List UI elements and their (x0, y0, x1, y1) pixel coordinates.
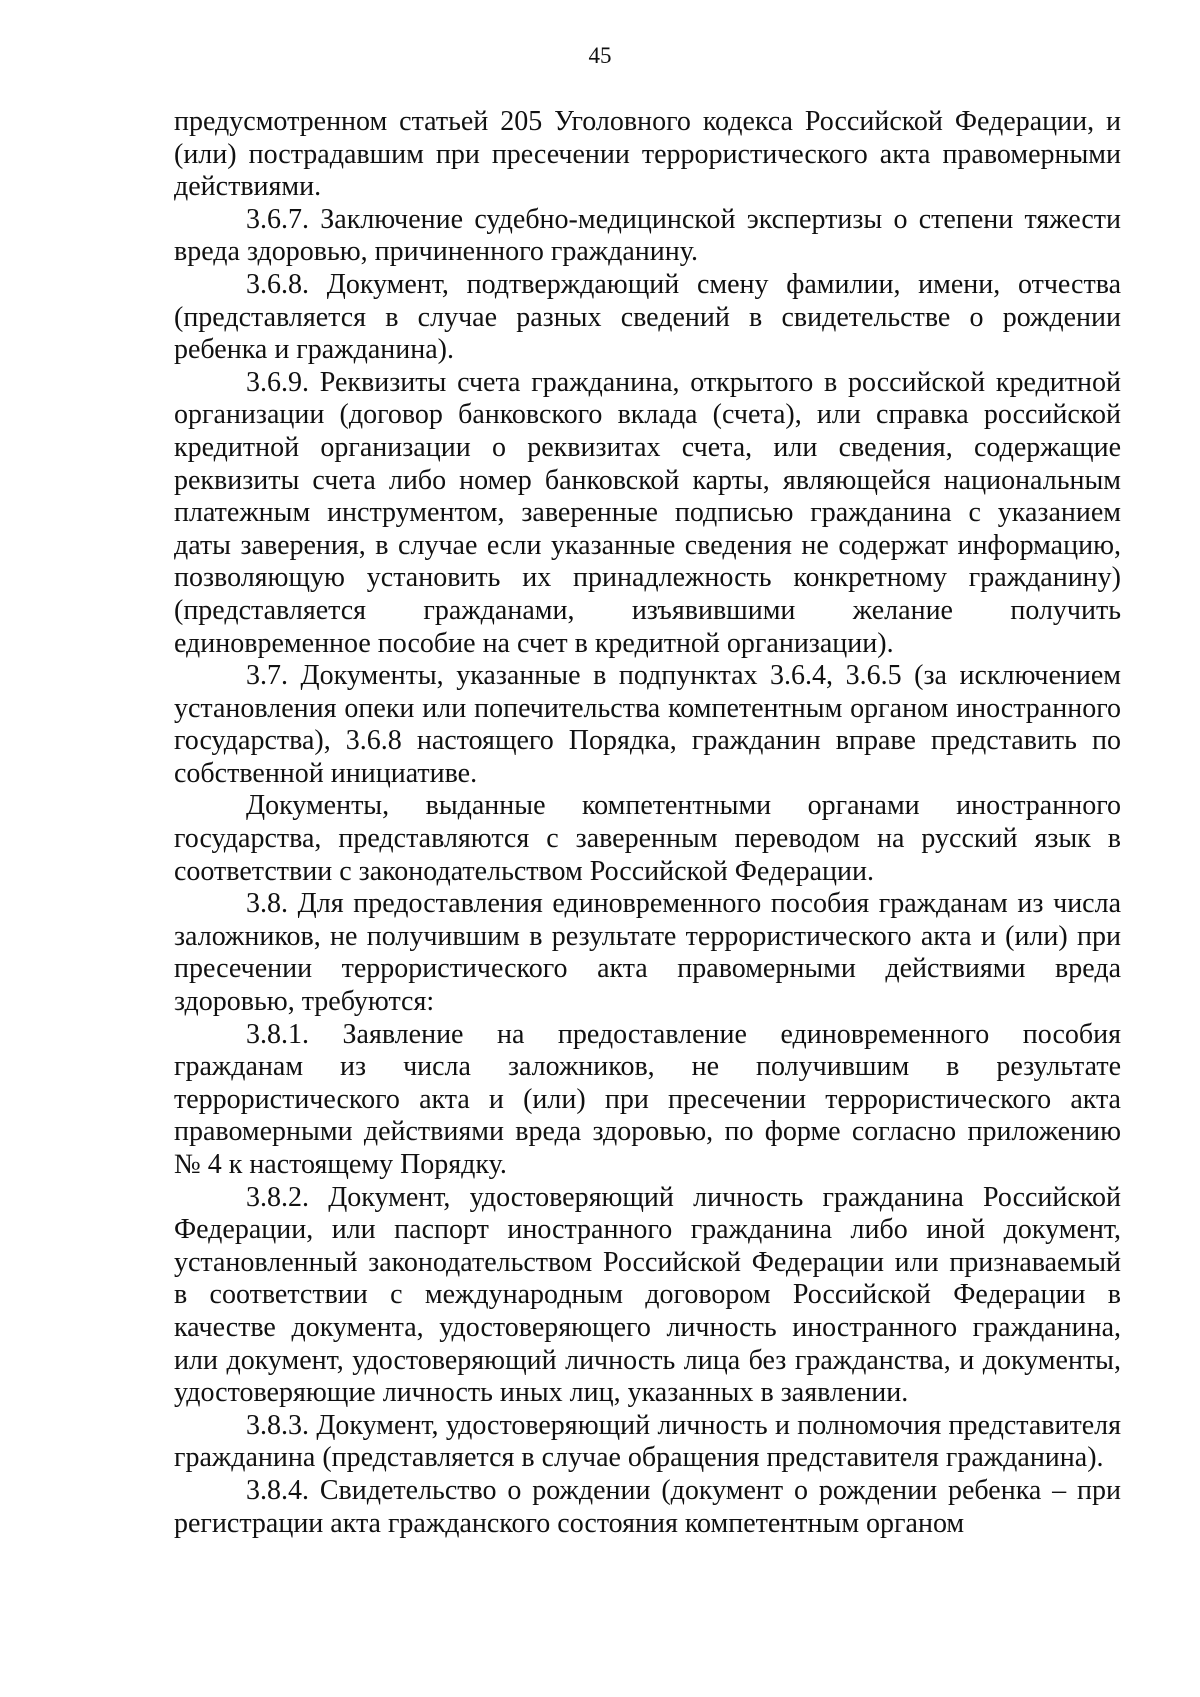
paragraph-3-8-1: 3.8.1. Заявление на предоставление единовременного пособия гражданам из числа заложников, не получившим в результате террористического акта и (или) при пресечении террористического акта правомерными действиями вреда здоровью, по форме согласно приложению № 4 к настоящему Порядку. (174, 1018, 1121, 1180)
document-body (174, 106, 1121, 1540)
page-number: 45 (588, 43, 612, 68)
paragraph-3-6-8: 3.6.8. Документ, подтверждающий смену фамилии, имени, отчества (представляется в случае разных сведений в свидетельстве о рождении ребенка и гражданина). (174, 268, 1121, 366)
paragraph-continuation: предусмотренном статьей 205 Уголовного кодекса Российской Федерации, и (или) пострадавшим при пресечении террористического акта правомерными действиями. (174, 106, 1121, 203)
paragraph-3-6-7: 3.6.7. Заключение судебно-медицинской экспертизы о степени тяжести вреда здоровью, причиненного гражданину. (174, 203, 1121, 268)
paragraph-3-8: 3.8. Для предоставления единовременного пособия гражданам из числа заложников, не получившим в результате террористического акта и (или) при пресечении террористического акта правомерными действиями вреда здоровью, требуются: (174, 888, 1121, 1018)
paragraph-3-8-2: 3.8.2. Документ, удостоверяющий личность гражданина Российской Федерации, или паспорт иностранного гражданина либо иной документ, установленный законодательством Российской Федерации или признаваемый в соответствии с международным договором Российской Федерации в качестве документа, удостоверяющего личность иностранного гражданина, или документ, удостоверяющий личность лица без гражданства, и документы, удостоверяющие личность иных лиц, указанных в заявлении. (174, 1181, 1121, 1409)
paragraph-3-8-3: 3.8.3. Документ, удостоверяющий личность и полномочия представителя гражданина (представляется в случае обращения представителя гражданина). (174, 1409, 1121, 1474)
paragraph-3-7: 3.7. Документы, указанные в подпунктах 3.6.4, 3.6.5 (за исключением установления опеки или попечительства компетентным органом иностранного государства), 3.6.8 настоящего Порядка, гражданин вправе представить по собственной инициативе. (174, 660, 1121, 789)
paragraph-foreign-documents: Документы, выданные компетентными органами иностранного государства, представляются с заверенным переводом на русский язык в соответствии с законодательством Российской Федерации. (174, 790, 1121, 887)
paragraph-3-8-4: 3.8.4. Свидетельство о рождении (документ о рождении ребенка – при регистрации акта гражданского состояния компетентным органом (174, 1474, 1121, 1539)
paragraph-3-6-9: 3.6.9. Реквизиты счета гражданина, открытого в российской кредитной организации (договор банковского вклада (счета), или справка российской кредитной организации о реквизитах счета, или сведения, содержащие реквизиты счета либо номер банковской карты, являющейся национальным платежным инструментом, заверенные подписью гражданина с указанием даты заверения, в случае если указанные сведения не содержат информацию, позволяющую установить их принадлежность конкретному гражданину) (представляется гражданами, изъявившими желание получить единовременное пособие на счет в кредитной организации). (174, 366, 1121, 659)
